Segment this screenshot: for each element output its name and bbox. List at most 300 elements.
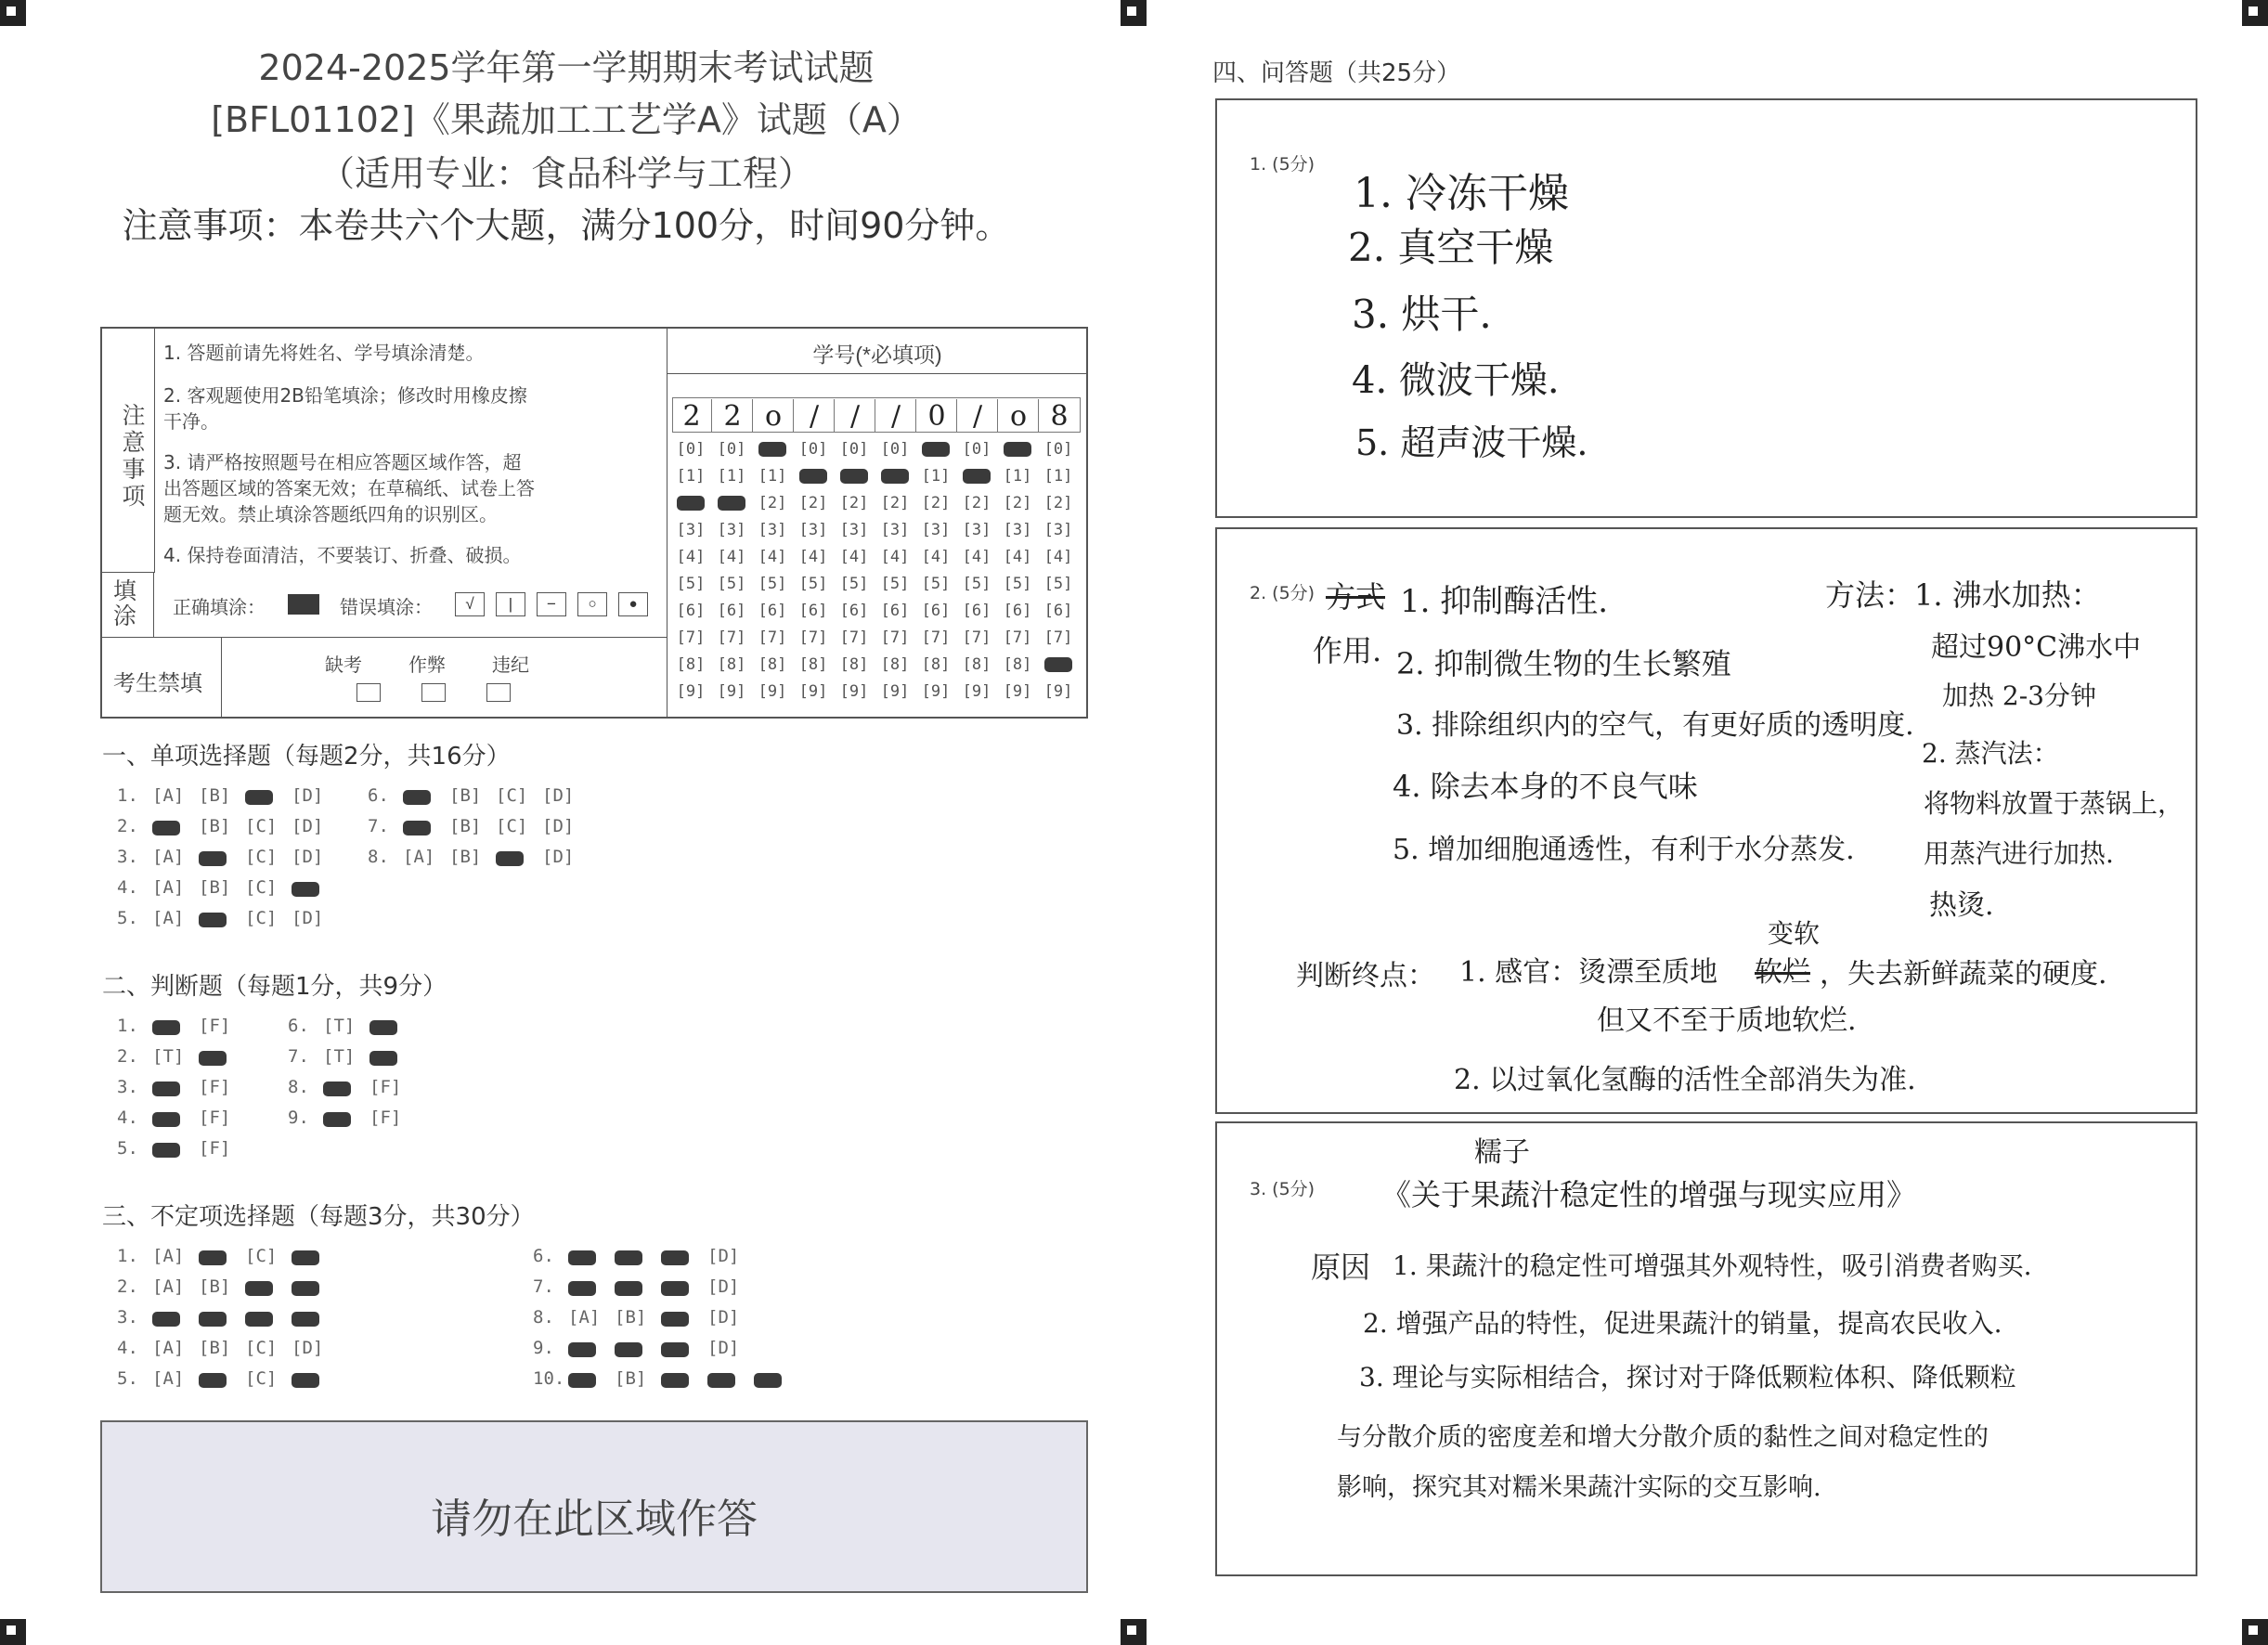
- student-id-bubble[interactable]: [4]: [717, 548, 746, 566]
- answer-option[interactable]: [D]: [542, 847, 575, 867]
- answer-option[interactable]: [C]: [245, 816, 278, 836]
- answer-option[interactable]: [323, 1081, 369, 1097]
- student-id-bubble[interactable]: [4]: [839, 548, 869, 566]
- student-id-bubble[interactable]: [6]: [962, 602, 991, 620]
- notice-item-2a: 2. 客观题使用2B铅笔填涂；修改时用橡皮擦: [163, 384, 527, 407]
- question-number: 7.: [368, 816, 389, 836]
- answer-option[interactable]: [152, 1019, 199, 1036]
- student-id-bubble[interactable]: [999, 436, 1036, 463]
- corner-mark-top-center: [1121, 0, 1147, 26]
- answer-option[interactable]: [754, 1372, 800, 1389]
- filled-mark: [152, 1020, 180, 1035]
- student-id-bubble[interactable]: [3]: [717, 521, 746, 539]
- answer-option[interactable]: [245, 1311, 292, 1328]
- answer-option[interactable]: [661, 1311, 707, 1328]
- student-id-bubble[interactable]: [1040, 652, 1077, 679]
- answer-option[interactable]: [152, 1111, 199, 1128]
- student-id-bubble[interactable]: [1]: [717, 467, 746, 486]
- question-number: 2.: [117, 1046, 138, 1067]
- answer-option[interactable]: [323, 1111, 369, 1128]
- filled-mark: [615, 1281, 642, 1296]
- answer-option[interactable]: [F]: [369, 1077, 402, 1097]
- answer-option[interactable]: [B]: [615, 1368, 647, 1389]
- answer-option[interactable]: [292, 1280, 338, 1297]
- student-id-bubble[interactable]: [2]: [1043, 494, 1073, 512]
- filled-mark: [403, 821, 431, 835]
- question-number: 4.: [117, 1107, 138, 1128]
- student-id-bubble[interactable]: [3]: [798, 521, 828, 539]
- answer-option[interactable]: [403, 820, 449, 836]
- correct-fill-sample: [288, 594, 319, 615]
- student-id-bubble[interactable]: [7]: [1043, 628, 1073, 647]
- answer-option[interactable]: [T]: [323, 1046, 356, 1067]
- answer-option[interactable]: [C]: [245, 1368, 278, 1389]
- answer-option[interactable]: [D]: [542, 816, 575, 836]
- student-id-bubble[interactable]: [0]: [676, 440, 706, 459]
- answer-option[interactable]: [292, 1250, 338, 1266]
- q1-line-1: 1. 冷冻干燥: [1354, 170, 1569, 217]
- answer-option[interactable]: [B]: [449, 785, 482, 806]
- answer-option[interactable]: [F]: [199, 1077, 231, 1097]
- answer-option[interactable]: [568, 1250, 615, 1266]
- q2-judge2: 2. 以过氧化氢酶的活性全部消失为准.: [1454, 1064, 1916, 1096]
- filled-mark: [754, 1373, 782, 1388]
- filled-mark: [199, 1312, 227, 1327]
- question-number: 2.: [117, 1276, 138, 1297]
- answer-option[interactable]: [B]: [199, 1338, 231, 1358]
- notice-item-3c: 题无效。禁止填涂答题纸四角的识别区。: [163, 503, 498, 525]
- answer-option[interactable]: [C]: [245, 847, 278, 867]
- filled-mark: [292, 1281, 319, 1296]
- question-row: [117, 785, 338, 806]
- absent-label: 缺考: [325, 654, 362, 676]
- answer-option[interactable]: [C]: [245, 877, 278, 898]
- answer-option[interactable]: [D]: [707, 1246, 740, 1266]
- student-id-bubble[interactable]: [6]: [1043, 602, 1073, 620]
- student-id-bubble[interactable]: [8]: [717, 655, 746, 674]
- q3-line-2: 2. 增强产品的特性，促进果蔬汁的销量，提高农民收入.: [1363, 1308, 2002, 1339]
- student-id-bubble[interactable]: [8]: [880, 655, 910, 674]
- answer-option[interactable]: [C]: [245, 1246, 278, 1266]
- answer-option[interactable]: [292, 881, 338, 898]
- student-id-digit-8[interactable]: /: [958, 399, 998, 433]
- cheat-checkbox[interactable]: [421, 683, 446, 702]
- question-number: 7.: [533, 1276, 554, 1297]
- student-id-bubble[interactable]: [7]: [676, 628, 706, 647]
- student-id-column-10: [1040, 436, 1077, 706]
- student-id-bubble[interactable]: [5]: [798, 575, 828, 593]
- answer-option[interactable]: [D]: [292, 1338, 324, 1358]
- student-id-bubble[interactable]: [4]: [1003, 548, 1032, 566]
- answer-option[interactable]: [D]: [707, 1338, 740, 1358]
- student-id-bubble[interactable]: [7]: [717, 628, 746, 647]
- student-id-bubble[interactable]: [0]: [962, 440, 991, 459]
- answer-option[interactable]: [F]: [199, 1138, 231, 1159]
- answer-option[interactable]: [B]: [449, 816, 482, 836]
- student-id-bubble[interactable]: [7]: [839, 628, 869, 647]
- section2-title: 二、判断题（每题1分，共9分）: [102, 973, 447, 1001]
- answer-option[interactable]: [A]: [152, 877, 185, 898]
- filled-mark: [152, 821, 180, 835]
- student-id-bubble[interactable]: [836, 463, 873, 490]
- answer-option[interactable]: [615, 1250, 661, 1266]
- answer-option[interactable]: [B]: [199, 877, 231, 898]
- student-id-bubble[interactable]: [8]: [921, 655, 951, 674]
- student-id-bubble[interactable]: [5]: [1043, 575, 1073, 593]
- q1-line-4: 4. 微波干燥.: [1352, 359, 1560, 402]
- filled-mark: [661, 1373, 689, 1388]
- answer-option[interactable]: [A]: [152, 1246, 185, 1266]
- student-id-bubble[interactable]: [4]: [962, 548, 991, 566]
- student-id-bubble[interactable]: [672, 490, 709, 517]
- student-id-digit-4[interactable]: /: [795, 399, 835, 433]
- filled-mark: [568, 1373, 596, 1388]
- student-id-digit-5[interactable]: /: [836, 399, 875, 433]
- student-id-bubble[interactable]: [4]: [1043, 548, 1073, 566]
- student-id-digit-10[interactable]: 8: [1050, 400, 1069, 433]
- student-id-bubble[interactable]: [5]: [717, 575, 746, 593]
- student-id-bubble[interactable]: [5]: [758, 575, 787, 593]
- question-number: 1.: [117, 785, 138, 806]
- answer-option[interactable]: [A]: [152, 908, 185, 928]
- student-id-bubble[interactable]: [3]: [758, 521, 787, 539]
- student-id-digit-9[interactable]: o: [999, 399, 1039, 433]
- filled-mark: [661, 1342, 689, 1357]
- student-id-bubble[interactable]: [876, 463, 914, 490]
- answer-option[interactable]: [D]: [542, 785, 575, 806]
- student-id-bubble[interactable]: [7]: [880, 628, 910, 647]
- answer-option[interactable]: [D]: [292, 816, 324, 836]
- student-id-digit-3[interactable]: o: [754, 399, 794, 433]
- answer-option[interactable]: [F]: [199, 1107, 231, 1128]
- student-id-bubble[interactable]: [0]: [798, 440, 828, 459]
- course-title: [BFL01102]《果蔬加工工艺学A》试题（A）: [211, 99, 922, 140]
- section3-answers: [117, 1246, 823, 1404]
- fill-label: 填涂: [113, 578, 137, 629]
- student-id-bubble[interactable]: [9]: [839, 682, 869, 701]
- answer-option[interactable]: [B]: [199, 785, 231, 806]
- answer-option[interactable]: [F]: [199, 1016, 231, 1036]
- answer-option[interactable]: [245, 789, 292, 806]
- student-id-bubble[interactable]: [7]: [798, 628, 828, 647]
- question-row: [117, 1138, 245, 1159]
- student-id-bubble[interactable]: [4]: [758, 548, 787, 566]
- question-number: 9.: [533, 1338, 554, 1358]
- student-id-bubble[interactable]: [5]: [1003, 575, 1032, 593]
- question-row: [533, 1246, 754, 1266]
- filled-mark: [292, 1250, 319, 1265]
- answer-option[interactable]: [D]: [707, 1276, 740, 1297]
- student-id-bubble-grid: [672, 436, 1081, 715]
- q3-line-3: 3. 理论与实际相结合，探讨对于降低颗粒体积、降低颗粒: [1359, 1362, 2016, 1392]
- student-id-bubble[interactable]: [7]: [758, 628, 787, 647]
- student-id-bubble[interactable]: [3]: [921, 521, 951, 539]
- student-id-bubble[interactable]: [0]: [1043, 440, 1073, 459]
- answer-option[interactable]: [152, 1081, 199, 1097]
- student-id-bubble[interactable]: [9]: [1043, 682, 1073, 701]
- answer-option[interactable]: [B]: [199, 816, 231, 836]
- no-answer-text: 请勿在此区域作答: [431, 1496, 758, 1542]
- student-id-bubble[interactable]: [1]: [1043, 467, 1073, 486]
- answer-option[interactable]: [B]: [449, 847, 482, 867]
- answer-option[interactable]: [D]: [707, 1307, 740, 1328]
- student-id-bubble[interactable]: [5]: [880, 575, 910, 593]
- student-id-bubble[interactable]: [3]: [880, 521, 910, 539]
- answer-option[interactable]: [C]: [496, 785, 528, 806]
- student-id-bubble[interactable]: [8]: [798, 655, 828, 674]
- student-id-bubble[interactable]: [6]: [676, 602, 706, 620]
- question-row: [117, 1107, 245, 1128]
- answer-option[interactable]: [B]: [615, 1307, 647, 1328]
- corner-mark-top-right: [2242, 0, 2268, 26]
- student-id-bubble[interactable]: [3]: [962, 521, 991, 539]
- student-id-bubble[interactable]: [917, 436, 954, 463]
- answer-option[interactable]: [199, 1372, 245, 1389]
- question-row: [117, 1016, 245, 1036]
- student-id-bubble[interactable]: [2]: [798, 494, 828, 512]
- answer-option[interactable]: [199, 1050, 245, 1067]
- answer-option[interactable]: [C]: [496, 816, 528, 836]
- answer-option[interactable]: [292, 1372, 338, 1389]
- student-id-bubble[interactable]: [6]: [758, 602, 787, 620]
- answer-option[interactable]: [152, 1142, 199, 1159]
- student-id-bubble[interactable]: [9]: [798, 682, 828, 701]
- question-row: [117, 1077, 245, 1097]
- filled-mark: [323, 1082, 351, 1096]
- student-id-bubble[interactable]: [8]: [839, 655, 869, 674]
- student-id-bubble[interactable]: [9]: [717, 682, 746, 701]
- absent-checkbox[interactable]: [356, 683, 381, 702]
- student-id-bubble[interactable]: [0]: [880, 440, 910, 459]
- student-id-digit-6[interactable]: /: [876, 399, 916, 433]
- student-id-bubble[interactable]: [9]: [1003, 682, 1032, 701]
- q2-left-1: 1. 抑制酶活性.: [1400, 583, 1609, 620]
- question-number: 4.: [117, 877, 138, 898]
- student-id-bubble[interactable]: [8]: [676, 655, 706, 674]
- student-id-bubble[interactable]: [2]: [1003, 494, 1032, 512]
- question-row: [288, 1077, 416, 1097]
- answer-option[interactable]: [661, 1372, 707, 1389]
- q2-label: 2. (5分): [1250, 583, 1315, 603]
- student-id-bubble[interactable]: [9]: [676, 682, 706, 701]
- student-id-bubble[interactable]: [8]: [962, 655, 991, 674]
- filled-mark: [292, 882, 319, 897]
- student-id-bubble[interactable]: [3]: [839, 521, 869, 539]
- violation-label: 违纪: [492, 654, 529, 676]
- filled-mark: [152, 1143, 180, 1158]
- corner-mark-bottom-center: [1121, 1619, 1147, 1645]
- student-id-digit-1[interactable]: 2: [672, 399, 712, 433]
- answer-option[interactable]: [199, 1311, 245, 1328]
- answer-option[interactable]: [707, 1372, 754, 1389]
- student-id-column-6: [876, 436, 914, 706]
- student-id-bubble[interactable]: [9]: [758, 682, 787, 701]
- question-number: 7.: [288, 1046, 309, 1067]
- question-number: 9.: [288, 1107, 309, 1128]
- answer-option[interactable]: [152, 820, 199, 836]
- q2-judge-label: 判断终点：: [1296, 960, 1435, 992]
- student-id-bubble[interactable]: [8]: [758, 655, 787, 674]
- student-id-bubble[interactable]: [1]: [758, 467, 787, 486]
- answer-option[interactable]: [369, 1050, 416, 1067]
- answer-option[interactable]: [199, 912, 245, 928]
- answer-option[interactable]: [369, 1019, 416, 1036]
- answer-option[interactable]: [A]: [152, 1338, 185, 1358]
- student-id-bubble[interactable]: [958, 463, 995, 490]
- student-id-bubble[interactable]: [1]: [921, 467, 951, 486]
- student-id-bubble[interactable]: [2]: [880, 494, 910, 512]
- question-row: [288, 1046, 416, 1067]
- answer-option[interactable]: [292, 1311, 338, 1328]
- answer-option[interactable]: [D]: [292, 785, 324, 806]
- student-id-bubble[interactable]: [2]: [758, 494, 787, 512]
- q2-right-1: 方法：1. 沸水加热：: [1825, 577, 2101, 613]
- q2-judge1-above: 变软: [1768, 918, 1821, 949]
- answer-option[interactable]: [F]: [369, 1107, 402, 1128]
- exam-notice: 注意事项：本卷共六个大题，满分100分，时间90分钟。: [122, 205, 1011, 246]
- filled-mark: [661, 1250, 689, 1265]
- answer-option[interactable]: [A]: [152, 1368, 185, 1389]
- student-id-bubble[interactable]: [5]: [676, 575, 706, 593]
- question-row: [288, 1107, 416, 1128]
- answer-option[interactable]: [661, 1341, 707, 1358]
- answer-option[interactable]: [568, 1372, 615, 1389]
- filled-mark: [707, 1373, 735, 1388]
- answer-option[interactable]: [A]: [152, 785, 185, 806]
- answer-option[interactable]: [T]: [152, 1046, 185, 1067]
- answer-option[interactable]: [615, 1280, 661, 1297]
- answer-option[interactable]: [D]: [292, 908, 324, 928]
- student-id-bubble[interactable]: [0]: [717, 440, 746, 459]
- student-id-digit-2[interactable]: 2: [713, 399, 753, 433]
- student-id-digit-7[interactable]: 0: [917, 399, 957, 433]
- question-row: [117, 1246, 338, 1266]
- question-number: 10.: [533, 1368, 565, 1389]
- answer-option[interactable]: [496, 850, 542, 867]
- student-id-bubble[interactable]: [5]: [921, 575, 951, 593]
- cheat-label: 作弊: [408, 654, 446, 676]
- student-id-bubble[interactable]: [7]: [921, 628, 951, 647]
- answer-option[interactable]: [661, 1280, 707, 1297]
- answer-option[interactable]: [D]: [292, 847, 324, 867]
- answer-option[interactable]: [199, 1250, 245, 1266]
- student-id-bubble[interactable]: [9]: [921, 682, 951, 701]
- q2-left-4: 4. 除去本身的不良气味: [1393, 769, 1698, 804]
- q2-right-6: 用蒸汽进行加热.: [1924, 838, 2114, 869]
- student-id-bubble[interactable]: [6]: [1003, 602, 1032, 620]
- answer-option[interactable]: [C]: [245, 908, 278, 928]
- no-answer-area: [100, 1420, 1088, 1593]
- student-id-bubble[interactable]: [5]: [962, 575, 991, 593]
- student-id-bubble[interactable]: [4]: [676, 548, 706, 566]
- question-number: 1.: [117, 1016, 138, 1036]
- q3-reason-label: 原因: [1311, 1250, 1371, 1285]
- student-id-bubble[interactable]: [6]: [798, 602, 828, 620]
- q2-zuoyong: 作用.: [1313, 633, 1382, 668]
- correct-fill-label: 正确填涂：: [173, 596, 266, 618]
- filled-mark: [403, 790, 431, 805]
- answer-option[interactable]: [661, 1250, 707, 1266]
- answer-option[interactable]: [C]: [245, 1338, 278, 1358]
- answer-option[interactable]: [A]: [568, 1307, 601, 1328]
- student-id-bubble[interactable]: [1]: [1003, 467, 1032, 486]
- q1-line-2: 2. 真空干燥: [1348, 225, 1554, 270]
- question-row: [117, 847, 338, 867]
- question-number: 3.: [117, 1307, 138, 1328]
- student-id-bubble[interactable]: [6]: [717, 602, 746, 620]
- filled-mark: [292, 1373, 319, 1388]
- q2-judge1: 1. 感官：烫漂至质地: [1459, 956, 1718, 989]
- answer-option[interactable]: [568, 1341, 615, 1358]
- student-id-bubble[interactable]: [795, 463, 832, 490]
- student-id-bubble[interactable]: [9]: [880, 682, 910, 701]
- student-id-bubble[interactable]: [2]: [962, 494, 991, 512]
- section4-title: 四、问答题（共25分）: [1212, 59, 1461, 87]
- student-id-bubble[interactable]: [8]: [1003, 655, 1032, 674]
- question-row: [533, 1368, 800, 1389]
- student-id-bubble[interactable]: [4]: [921, 548, 951, 566]
- student-id-bubble[interactable]: [3]: [1003, 521, 1032, 539]
- answer-option[interactable]: [T]: [323, 1016, 356, 1036]
- student-id-bubble[interactable]: [3]: [676, 521, 706, 539]
- student-id-bubble[interactable]: [7]: [1003, 628, 1032, 647]
- answer-option[interactable]: [A]: [152, 847, 185, 867]
- student-id-bubble[interactable]: [754, 436, 791, 463]
- student-id-bubble[interactable]: [713, 490, 750, 517]
- filled-mark: [199, 1250, 227, 1265]
- q2-right-2: 超过90°C沸水中: [1931, 631, 2142, 664]
- examinee-row: [102, 637, 667, 717]
- answer-option[interactable]: [152, 1311, 199, 1328]
- student-id-bubble[interactable]: [6]: [921, 602, 951, 620]
- student-id-bubble[interactable]: [3]: [1043, 521, 1073, 539]
- student-id-bubble[interactable]: [7]: [962, 628, 991, 647]
- q2-right-3: 加热 2-3分钟: [1942, 680, 2096, 711]
- q2-right-7: 热烫.: [1929, 889, 1994, 922]
- answer-option[interactable]: [B]: [199, 1276, 231, 1297]
- answer-option[interactable]: [199, 850, 245, 867]
- q3-line-1: 1. 果蔬汁的稳定性可增强其外观特性，吸引消费者购买.: [1393, 1250, 2032, 1281]
- answer-option[interactable]: [245, 1280, 292, 1297]
- filled-mark: [568, 1342, 596, 1357]
- q1-line-5: 5. 超声波干燥.: [1355, 422, 1588, 463]
- student-id-bubble[interactable]: [4]: [798, 548, 828, 566]
- student-id-bubble[interactable]: [4]: [880, 548, 910, 566]
- student-id-column-1: [672, 436, 709, 706]
- answer-option[interactable]: [615, 1341, 661, 1358]
- wrong-fill-label: 错误填涂：: [340, 596, 433, 618]
- wrong-mark-1: √: [455, 592, 485, 616]
- answer-option[interactable]: [A]: [152, 1276, 185, 1297]
- filled-mark: [245, 1281, 273, 1296]
- student-id-bubble[interactable]: [2]: [921, 494, 951, 512]
- answer-option[interactable]: [568, 1280, 615, 1297]
- filled-mark: [199, 1373, 227, 1388]
- student-id-bubble[interactable]: [6]: [880, 602, 910, 620]
- answer-option[interactable]: [403, 789, 449, 806]
- question-row: [117, 816, 338, 836]
- student-id-bubble[interactable]: [6]: [839, 602, 869, 620]
- student-id-bubble[interactable]: [9]: [962, 682, 991, 701]
- student-id-bubble[interactable]: [5]: [839, 575, 869, 593]
- student-id-bubble[interactable]: [2]: [839, 494, 869, 512]
- section1-answers: [117, 785, 618, 943]
- student-id-bubble[interactable]: [1]: [676, 467, 706, 486]
- student-id-bubble[interactable]: [0]: [839, 440, 869, 459]
- violation-checkbox[interactable]: [486, 683, 511, 702]
- wrong-mark-5: ●: [618, 592, 648, 616]
- answer-option[interactable]: [A]: [403, 847, 435, 867]
